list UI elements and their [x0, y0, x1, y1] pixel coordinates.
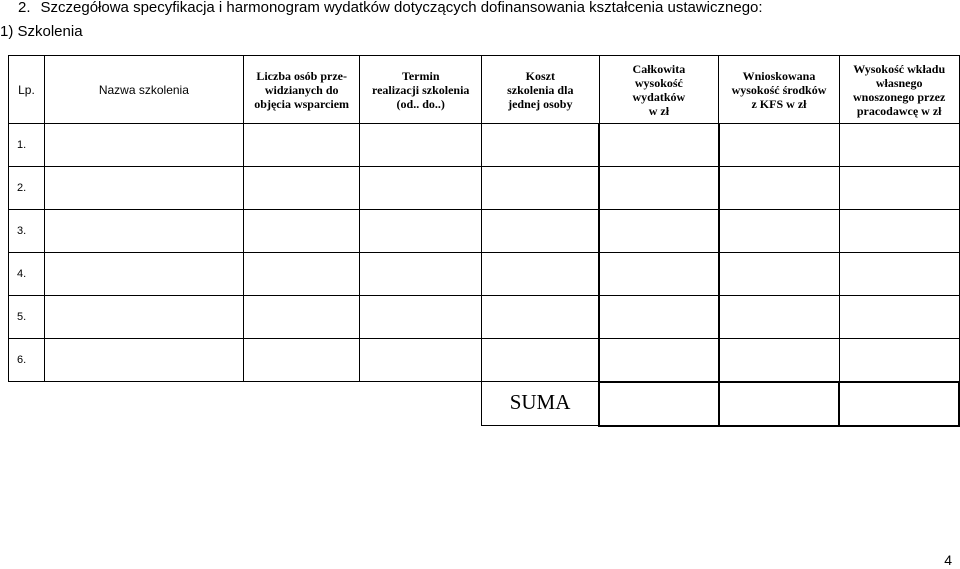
- cell-nazwa[interactable]: [44, 167, 243, 210]
- header-calkowita-line1: Całkowita: [632, 61, 686, 76]
- cell-wklad[interactable]: [839, 296, 959, 339]
- header-wklad-line3: wnoszonego przez: [853, 89, 946, 104]
- table-row: [9, 124, 960, 167]
- header-koszt-line2: szkolenia dla: [507, 82, 574, 97]
- header-calkowita-line3: wydatków: [632, 89, 686, 104]
- cell-nazwa[interactable]: [44, 253, 243, 296]
- cell-wnioskowana[interactable]: [719, 210, 840, 253]
- row-number: 4.: [9, 253, 45, 296]
- header-wklad-line4: pracodawcę w zł: [856, 103, 942, 118]
- header-calkowita-line2: wysokość: [634, 75, 683, 90]
- row-number: 1.: [9, 124, 45, 167]
- sum-spacer: [9, 382, 45, 426]
- table-row: [9, 339, 960, 382]
- section-heading: [18, 0, 763, 15]
- cell-termin[interactable]: [360, 339, 482, 382]
- header-nazwa: Nazwa szkolenia: [44, 56, 243, 124]
- row-number: 5.: [9, 296, 45, 339]
- cell-koszt[interactable]: [481, 339, 599, 382]
- subsection-title: 1) Szkolenia: [0, 23, 83, 40]
- header-termin-line1: Termin: [401, 68, 440, 83]
- header-wklad: [839, 56, 959, 124]
- header-row: [9, 56, 960, 124]
- cell-termin[interactable]: [360, 167, 482, 210]
- header-termin-line2: realizacji szkolenia: [372, 82, 470, 97]
- cell-nazwa[interactable]: [44, 210, 243, 253]
- cell-termin[interactable]: [360, 210, 482, 253]
- cell-wnioskowana[interactable]: [719, 167, 840, 210]
- header-koszt-line3: jednej osoby: [508, 96, 573, 111]
- header-wnioskowana-line1: Wnioskowana: [742, 68, 816, 83]
- cell-wklad[interactable]: [839, 124, 959, 167]
- cell-wklad[interactable]: [839, 339, 959, 382]
- header-wnioskowana-line2: wysokość środków: [731, 82, 827, 97]
- header-liczba-line3: objęcia wsparciem: [254, 96, 350, 111]
- cell-termin[interactable]: [360, 124, 482, 167]
- cell-calkowita[interactable]: [599, 210, 719, 253]
- header-wklad-line2: własnego: [875, 75, 923, 90]
- cell-wnioskowana[interactable]: [719, 124, 840, 167]
- sum-row: [9, 382, 960, 426]
- cell-wnioskowana[interactable]: [719, 339, 840, 382]
- header-liczba: [243, 56, 360, 124]
- header-koszt: [481, 56, 599, 124]
- cell-wklad[interactable]: [839, 210, 959, 253]
- cell-liczba[interactable]: [243, 167, 360, 210]
- cell-koszt[interactable]: [481, 210, 599, 253]
- section-number: 2.: [18, 0, 31, 16]
- cell-calkowita[interactable]: [599, 124, 719, 167]
- cell-koszt[interactable]: [481, 253, 599, 296]
- cell-calkowita[interactable]: [599, 253, 719, 296]
- sum-spacer: [44, 382, 243, 426]
- training-spec-table: [8, 55, 960, 427]
- header-liczba-line1: Liczba osób prze-: [256, 68, 347, 83]
- cell-termin[interactable]: [360, 253, 482, 296]
- header-koszt-line1: Koszt: [525, 68, 555, 83]
- cell-koszt[interactable]: [481, 124, 599, 167]
- sum-calkowita[interactable]: [599, 382, 719, 426]
- table-row: [9, 167, 960, 210]
- row-number: 3.: [9, 210, 45, 253]
- header-calkowita-line4: w zł: [648, 103, 670, 118]
- cell-nazwa[interactable]: [44, 296, 243, 339]
- table-row: [9, 210, 960, 253]
- cell-nazwa[interactable]: [44, 124, 243, 167]
- header-calkowita: [599, 56, 719, 124]
- cell-calkowita[interactable]: [599, 339, 719, 382]
- cell-wnioskowana[interactable]: [719, 253, 840, 296]
- cell-termin[interactable]: [360, 296, 482, 339]
- cell-liczba[interactable]: [243, 253, 360, 296]
- sum-spacer: [360, 382, 482, 426]
- cell-calkowita[interactable]: [599, 296, 719, 339]
- cell-liczba[interactable]: [243, 296, 360, 339]
- header-termin-line3: (od.. do..): [396, 96, 445, 111]
- row-number: 2.: [9, 167, 45, 210]
- cell-koszt[interactable]: [481, 296, 599, 339]
- header-termin: [360, 56, 482, 124]
- cell-nazwa[interactable]: [44, 339, 243, 382]
- row-number: 6.: [9, 339, 45, 382]
- section-title: Szczegółowa specyfikacja i harmonogram wydatków dotyczących dofinansowania kształcenia ustawicznego:: [40, 0, 763, 16]
- cell-koszt[interactable]: [481, 167, 599, 210]
- header-wnioskowana: [719, 56, 840, 124]
- cell-wklad[interactable]: [839, 167, 959, 210]
- cell-calkowita[interactable]: [599, 167, 719, 210]
- sum-spacer: [243, 382, 360, 426]
- cell-liczba[interactable]: [243, 210, 360, 253]
- header-wklad-line1: Wysokość wkładu: [853, 61, 946, 76]
- sum-wklad[interactable]: [839, 382, 959, 426]
- cell-wklad[interactable]: [839, 253, 959, 296]
- cell-liczba[interactable]: [243, 124, 360, 167]
- cell-liczba[interactable]: [243, 339, 360, 382]
- header-wnioskowana-line3: z KFS w zł: [751, 96, 807, 111]
- sum-label: SUMA: [481, 382, 599, 426]
- page-number: 4: [944, 552, 952, 568]
- table-row: [9, 296, 960, 339]
- table-row: [9, 253, 960, 296]
- header-lp: Lp.: [9, 56, 45, 124]
- cell-wnioskowana[interactable]: [719, 296, 840, 339]
- sum-wnioskowana[interactable]: [719, 382, 840, 426]
- header-liczba-line2: widzianych do: [264, 82, 339, 97]
